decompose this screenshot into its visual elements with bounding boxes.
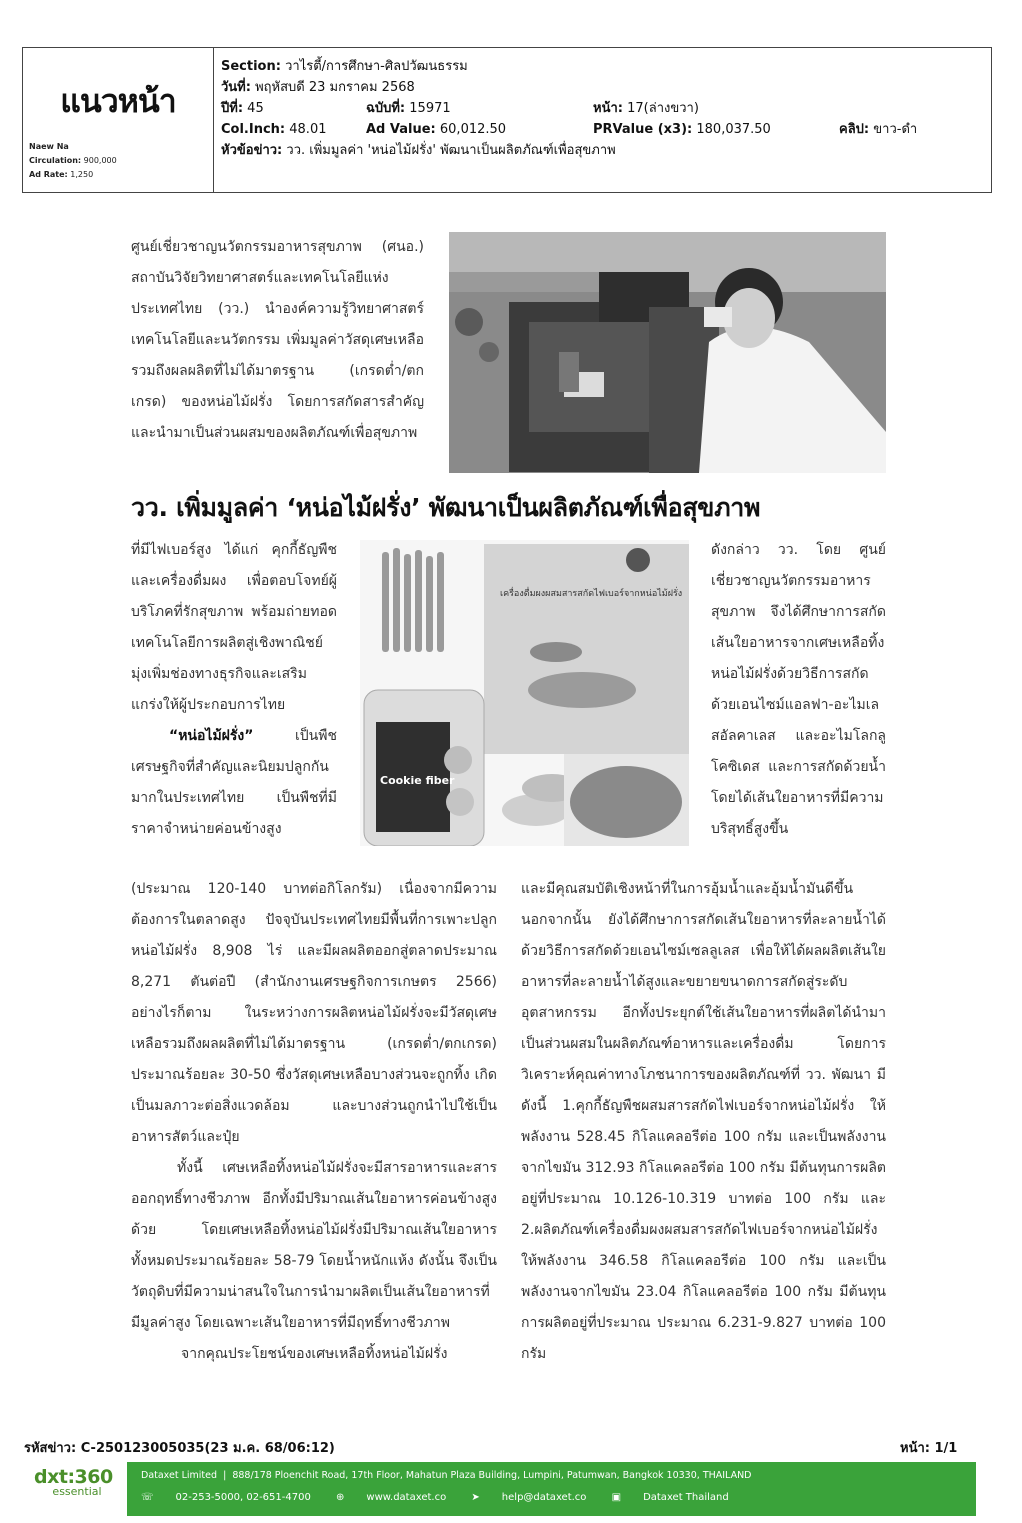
facebook-link[interactable]: Dataxet Thailand	[643, 1492, 729, 1503]
year-row	[221, 98, 985, 119]
contact-line	[141, 1492, 751, 1503]
bottom-left-paragraph-2: ทั้งนี้ เศษเหลือทิ้งหน่อไม้ฝรั่งจะมีสารอาหารและสารออกฤทธิ์ทางชีวภาพ อีกทั้งมีปริมาณเส้นใยอาหารค่อนข้างสูงด้วย โดยเศษเหลือทิ้งหน่อไม้ฝรั่งมีปริมาณเส้นใยอาหารทั้งหมดประมาณร้อยละ 58-79 โดยน้ำหนักแห้ง ดังนั้น จึงเป็นวัตถุดิบที่มีความน่าสนใจในการนำมาผลิตเป็นเส้นใยอาหารที่มีมูลค่าสูง โดยเฉพาะเส้นใยอาหารที่มีฤทธิ์ทางชีวภาพ	[131, 1160, 497, 1331]
news-code-value: C-250123005035(23 ม.ค. 68/06:12)	[80, 1441, 335, 1456]
advalue-value: 60,012.50	[439, 122, 507, 137]
product-photo	[360, 540, 689, 846]
advalue-label: Ad Value:	[366, 122, 436, 137]
footer-contact-bar	[127, 1462, 976, 1516]
date-label: วันที่:	[221, 80, 251, 95]
drink-box-title: เครื่องดื่มผงผสมสารสกัดไฟเบอร์จากหน่อไม้ฝรั่ง	[500, 589, 683, 599]
news-code-label: รหัสข่าว:	[24, 1441, 77, 1456]
left-column-bold: “หน่อไม้ฝรั่ง”	[169, 728, 254, 744]
article-bottom-left	[131, 874, 497, 1370]
left-column-text-2: เป็นพืชเศรษฐกิจที่สำคัญและนิยมปลูกกันมากในประเทศไทย เป็นพืชที่มีราคาจำหน่ายค่อนข้างสูง	[131, 728, 337, 837]
meta-adrate-value: 1,250	[70, 170, 94, 179]
dataxet-logo-main: dxt:360	[34, 1466, 113, 1488]
clip-value: ขาว-ดำ	[873, 122, 918, 137]
value-row	[221, 119, 985, 140]
colinch-value: 48.01	[289, 122, 327, 137]
website-link[interactable]: www.dataxet.co	[366, 1492, 447, 1503]
send-icon: ➤	[471, 1492, 480, 1503]
publication-logo: แนวหน้า	[60, 82, 176, 120]
publication-meta	[29, 140, 117, 182]
facebook-icon: ▣	[611, 1492, 622, 1503]
bottom-left-paragraph-1: (ประมาณ 120-140 บาทต่อกิโลกรัม) เนื่องจากมีความต้องการในตลาดสูง ปัจจุบันประเทศไทยมีพื้นที่การเพาะปลูกหน่อไม้ฝรั่ง 8,908 ไร่ และมีผลผลิตออกสู่ตลาดประมาณ 8,271 ตันต่อปี (สำนักงานเศรษฐกิจการเกษตร 2566) อย่างไรก็ตาม ในระหว่างการผลิตหน่อไม้ฝรั่งจะมีวัสดุเศษเหลือรวมถึงผลผลิตที่ไม่ได้มาตรฐาน (เกรดต่ำ/ตกเกรด) ประมาณร้อยละ 30-50 ซึ่งวัสดุเศษเหลือบางส่วนจะถูกทิ้ง เกิดเป็นมลภาวะต่อสิ่งแวดล้อม และบางส่วนถูกนำไปใช้เป็นอาหารสัตว์และปุ๋ย	[131, 881, 497, 1145]
dataxet-logo-sub: essential	[52, 1485, 102, 1498]
section-label: Section:	[221, 59, 281, 74]
headline-value: วว. เพิ่มมูลค่า 'หน่อไม้ฝรั่ง' พัฒนาเป็นผลิตภัณฑ์เพื่อสุขภาพ	[286, 143, 616, 158]
article-bottom-right: และมีคุณสมบัติเชิงหน้าที่ในการอุ้มน้ำและอุ้มน้ำมันดีขึ้น นอกจากนั้น ยังได้ศึกษาการสกัดเส้นใยอาหารที่ละลายน้ำได้ด้วยวิธีการสกัดด้วยเอนไซม์เซลลูเลส เพื่อให้ได้ผลผลิตเส้นใยอาหารที่ละลายน้ำได้สูงและขยายขนาดการสกัดสู่ระดับอุตสาหกรรม อีกทั้งประยุกต์ใช้เส้นใยอาหารที่ผลิตได้นำมาเป็นส่วนผสมในผลิตภัณฑ์อาหารและเครื่องดื่ม โดยการวิเคราะห์คุณค่าทางโภชนาการของผลิตภัณฑ์ที่ วว. พัฒนา มีดังนี้ 1.คุกกี้ธัญพืชผสมสารสกัดไฟเบอร์จากหน่อไม้ฝรั่ง ให้พลังงาน 528.45 กิโลแคลอรีต่อ 100 กรัม และเป็นพลังงานจากไขมัน 312.93 กิโลแคลอรีต่อ 100 กรัม มีต้นทุนการผลิตอยู่ที่ประมาณ 10.126-10.319 บาทต่อ 100 กรัม และ 2.ผลิตภัณฑ์เครื่องดื่มผงผสมสารสกัดไฟเบอร์จากหน่อไม้ฝรั่ง ให้พลังงาน 346.58 กิโลแคลอรีต่อ 100 กรัม และเป็นพลังงานจากไขมัน 23.04 กิโลแคลอรีต่อ 100 กรัม มีต้นทุนการผลิตอยู่ที่ประมาณ ประมาณ 6.231-9.827 บาทต่อ 100 กรัม	[521, 881, 886, 1362]
article-left-column	[131, 535, 337, 845]
colinch-label: Col.Inch:	[221, 122, 286, 137]
prvalue-value: 180,037.50	[696, 122, 771, 137]
page-count-value: 1/1	[934, 1441, 958, 1456]
globe-icon: ⊕	[336, 1492, 345, 1503]
left-column-text: ที่มีไฟเบอร์สูง ได้แก่ คุกกี้ธัญพืช และเครื่องดื่มผง เพื่อตอบโจทย์ผู้บริโภคที่รักสุขภาพ พร้อมถ่ายทอดเทคโนโลยีการผลิตสู่เชิงพาณิชย์ มุ่งเพิ่มช่องทางธุรกิจและเสริมแกร่งให้ผู้ประกอบการไทย	[131, 542, 337, 713]
meta-name: Naew Na	[29, 142, 69, 151]
company-address: 888/178 Ploenchit Road, 17th Floor, Mahatun Plaza Building, Lumpini, Patumwan, Bangkok 10330, THAILAND	[232, 1470, 752, 1481]
year-label: ปีที่:	[221, 101, 244, 116]
publication-panel	[23, 48, 214, 192]
page-count-label: หน้า:	[900, 1441, 930, 1456]
meta-circulation-label: Circulation:	[29, 156, 82, 165]
company-address-line: Dataxet Limited | 888/178 Ploenchit Road, 17th Floor, Mahatun Plaza Building, Lumpini, Patumwan, Bangkok 10330, THAILAND	[141, 1470, 752, 1481]
phone-icon: ☏	[141, 1492, 154, 1503]
phone-text[interactable]: 02-253-5000, 02-651-4700	[175, 1492, 311, 1503]
headline-label: หัวข้อข่าว:	[221, 143, 283, 158]
article-right-column: ดังกล่าว วว. โดย ศูนย์เชี่ยวชาญนวัตกรรมอาหารสุขภาพ จึงได้ศึกษาการสกัดเส้นใยอาหารจากเศษเหลือทิ้งหน่อไม้ฝรั่งด้วยวิธีการสกัดด้วยเอนไซม์แอลฟา-อะไมเลสอัลคาเลส และอะไมโลกลูโคซิเดส และการสกัดด้วยน้ำ โดยได้เส้นใยอาหารที่มีความบริสุทธิ์สูงขึ้น	[711, 542, 886, 837]
clipping-details	[221, 56, 985, 161]
cookie-label: Cookie fiber	[380, 774, 455, 787]
page-value: 17(ล่างขวา)	[627, 101, 699, 116]
company-name: Dataxet Limited	[141, 1470, 218, 1481]
page-count	[900, 1437, 957, 1458]
section-value: วาไรตี้/การศึกษา-ศิลปวัฒนธรรม	[285, 59, 468, 74]
issue-label: ฉบับที่:	[366, 101, 406, 116]
meta-adrate-label: Ad Rate:	[29, 170, 68, 179]
date-value: พฤหัสบดี 23 มกราคม 2568	[255, 80, 415, 95]
product-photo-illustration	[360, 540, 689, 846]
lab-photo-illustration	[449, 232, 886, 473]
prvalue-label: PRValue (x3):	[593, 122, 693, 137]
section-row	[221, 56, 985, 77]
clipping-header	[22, 47, 992, 193]
page-label: หน้า:	[593, 101, 623, 116]
date-row	[221, 77, 985, 98]
lab-photo	[449, 232, 886, 473]
article-intro: ศูนย์เชี่ยวชาญนวัตกรรมอาหารสุขภาพ (ศนอ.) สถาบันวิจัยวิทยาศาสตร์และเทคโนโลยีแห่งประเทศไทย (วว.) นำองค์ความรู้วิทยาศาสตร์ เทคโนโลยีและนวัตกรรม เพิ่มมูลค่าวัสดุเศษเหลือรวมถึงผลผลิตที่ไม่ได้มาตรฐาน (เกรดต่ำ/ตกเกรด) ของหน่อไม้ฝรั่ง โดยการสกัดสารสำคัญและนำมาเป็นส่วนผสมของผลิตภัณฑ์เพื่อสุขภาพ	[131, 239, 424, 441]
news-code	[24, 1437, 335, 1458]
bottom-left-paragraph-3: จากคุณประโยชน์ของเศษเหลือทิ้งหน่อไม้ฝรั่ง	[181, 1346, 448, 1362]
clip-label: คลิป:	[839, 122, 870, 137]
year-value: 45	[247, 101, 264, 116]
email-link[interactable]: help@dataxet.co	[501, 1492, 587, 1503]
article-headline: วว. เพิ่มมูลค่า ‘หน่อไม้ฝรั่ง’ พัฒนาเป็นผลิตภัณฑ์เพื่อสุขภาพ	[131, 493, 761, 522]
dataxet-logo	[34, 1466, 120, 1498]
issue-value: 15971	[409, 101, 451, 116]
meta-circulation-value: 900,000	[83, 156, 117, 165]
headline-row	[221, 140, 985, 161]
